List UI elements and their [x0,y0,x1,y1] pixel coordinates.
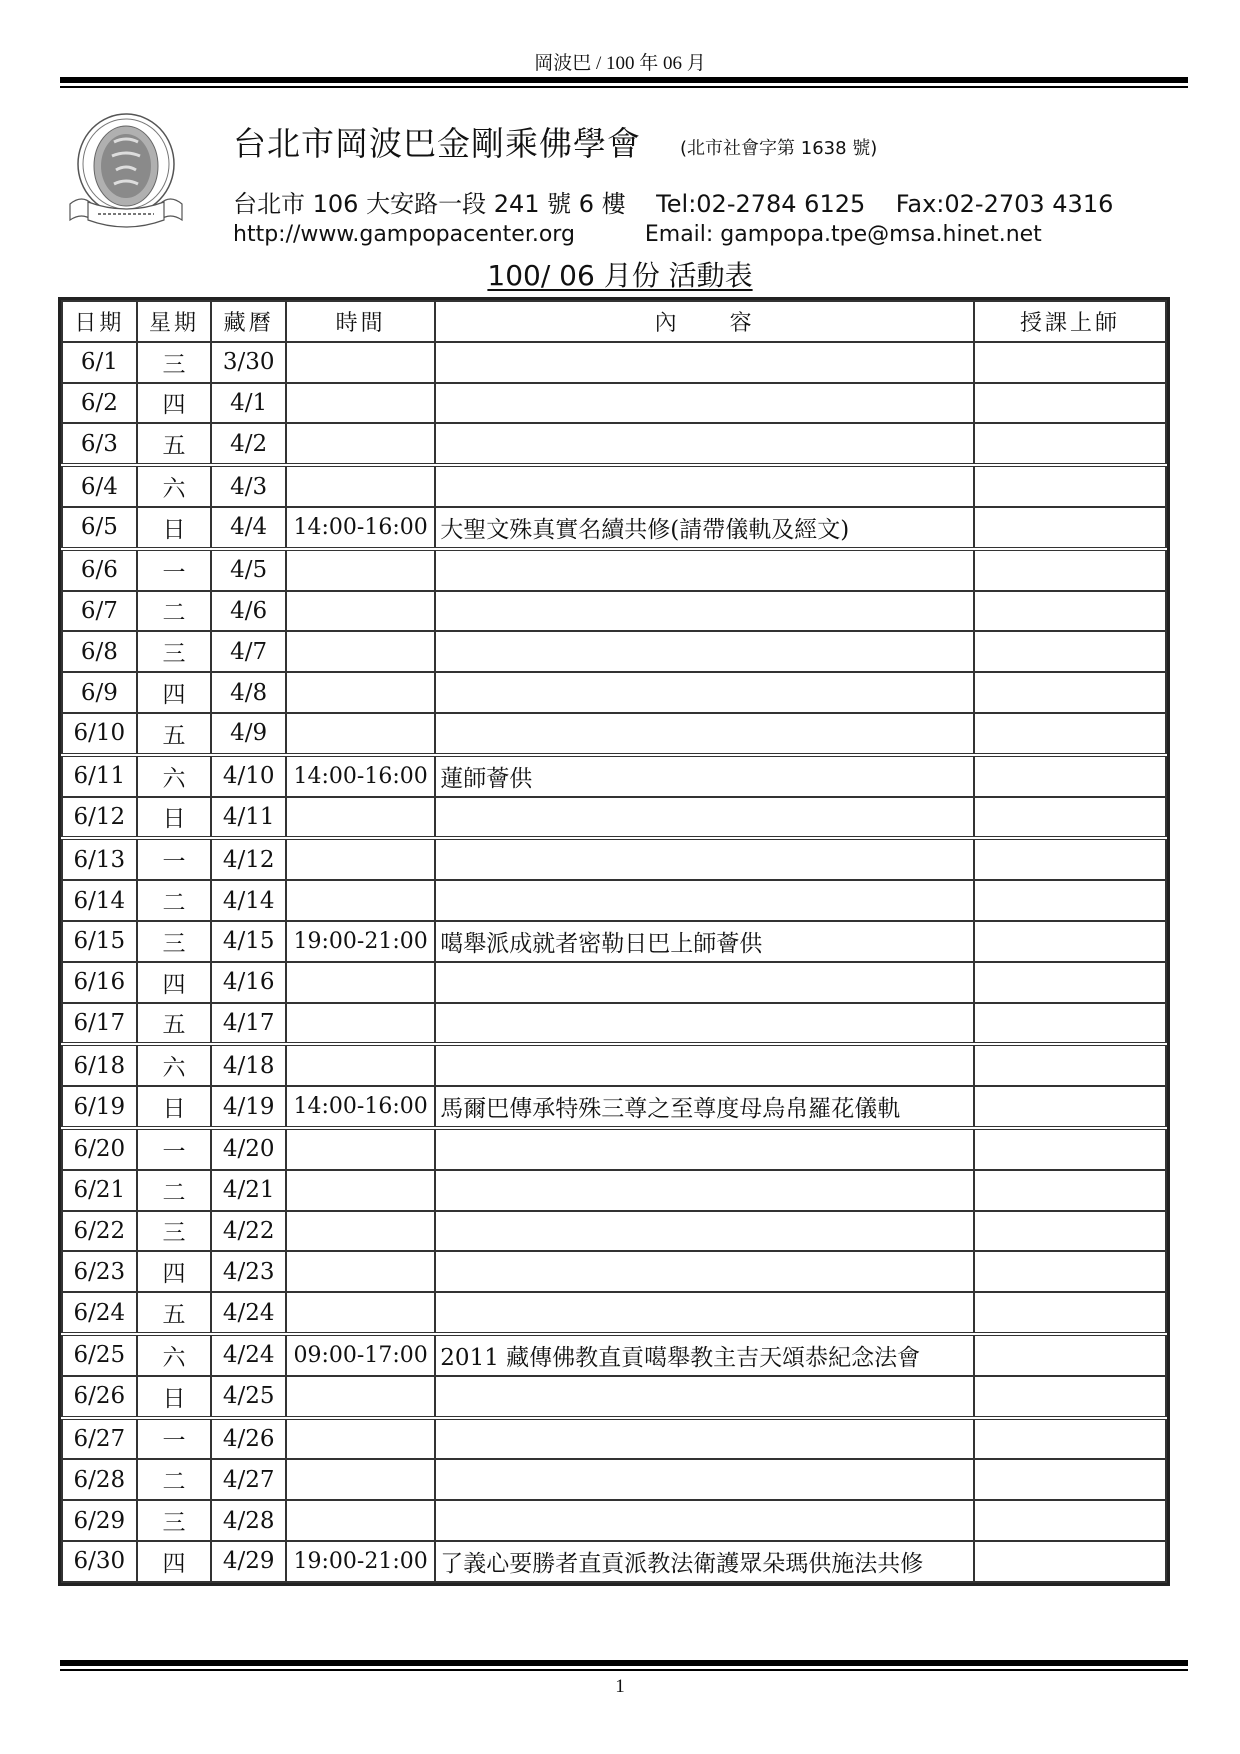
cell-tibetan-date: 4/18 [211,1044,286,1086]
cell-content [435,962,974,1003]
cell-date: 6/3 [62,423,137,465]
cell-teacher [974,549,1166,591]
table-row [62,1376,1166,1418]
cell-weekday: 五 [137,713,212,755]
cell-time [286,1211,435,1252]
cell-weekday: 四 [137,962,212,1003]
schedule-title: 100/ 06 月份 活動表 [487,259,753,292]
cell-tibetan-date: 4/8 [211,672,286,713]
cell-teacher [974,423,1166,465]
cell-content [435,1376,974,1418]
cell-time: 19:00-21:00 [286,921,435,962]
cell-time [286,797,435,839]
cell-weekday: 四 [137,1541,212,1582]
col-header-weekday: 星期 [137,301,212,342]
cell-tibetan-date: 4/17 [211,1003,286,1045]
cell-time [286,1500,435,1541]
cell-content [435,1128,974,1170]
cell-teacher [974,1541,1166,1582]
table-row [62,1128,1166,1170]
cell-tibetan-date: 4/5 [211,549,286,591]
cell-weekday: 日 [137,797,212,839]
cell-time [286,1044,435,1086]
cell-date: 6/28 [62,1459,137,1500]
cell-date: 6/27 [62,1418,137,1460]
footer-rule-thick [60,1660,1188,1666]
cell-time [286,838,435,880]
cell-tibetan-date: 4/25 [211,1376,286,1418]
cell-date: 6/8 [62,631,137,672]
cell-content: 大聖文殊真實名續共修(請帶儀軌及經文) [435,507,974,549]
cell-content [435,383,974,424]
cell-teacher [974,1086,1166,1128]
cell-time: 14:00-16:00 [286,507,435,549]
cell-time [286,549,435,591]
cell-tibetan-date: 4/2 [211,423,286,465]
cell-weekday: 三 [137,921,212,962]
cell-teacher [974,1170,1166,1211]
org-name: 台北市岡波巴金剛乘佛學會 [233,124,641,163]
table-row [62,797,1166,839]
cell-teacher [974,1334,1166,1376]
cell-teacher [974,1376,1166,1418]
cell-weekday: 六 [137,755,212,797]
cell-weekday: 一 [137,1418,212,1460]
cell-weekday: 六 [137,465,212,507]
cell-tibetan-date: 4/23 [211,1251,286,1292]
cell-weekday: 二 [137,880,212,921]
cell-teacher [974,1128,1166,1170]
cell-weekday: 三 [137,631,212,672]
cell-time [286,672,435,713]
cell-time [286,1003,435,1045]
col-header-tibetan-date: 藏曆 [211,301,286,342]
cell-teacher [974,1459,1166,1500]
cell-date: 6/25 [62,1334,137,1376]
table-row [62,1334,1166,1376]
cell-weekday: 三 [137,1500,212,1541]
cell-date: 6/4 [62,465,137,507]
cell-date: 6/11 [62,755,137,797]
cell-date: 6/14 [62,880,137,921]
cell-tibetan-date: 4/16 [211,962,286,1003]
cell-weekday: 三 [137,342,212,383]
cell-tibetan-date: 4/14 [211,880,286,921]
cell-tibetan-date: 4/21 [211,1170,286,1211]
cell-weekday: 三 [137,1211,212,1252]
registration-number: (北市社會字第 1638 號) [680,138,878,159]
table-row [62,631,1166,672]
cell-teacher [974,672,1166,713]
cell-content: 馬爾巴傳承特殊三尊之至尊度母烏帛羅花儀軌 [435,1086,974,1128]
cell-tibetan-date: 4/1 [211,383,286,424]
cell-weekday: 四 [137,1251,212,1292]
schedule-body [62,342,1166,1582]
cell-date: 6/12 [62,797,137,839]
table-row [62,1086,1166,1128]
cell-date: 6/1 [62,342,137,383]
table-row [62,423,1166,465]
cell-date: 6/15 [62,921,137,962]
cell-tibetan-date: 4/6 [211,591,286,632]
cell-teacher [974,880,1166,921]
cell-tibetan-date: 4/24 [211,1334,286,1376]
cell-tibetan-date: 4/9 [211,713,286,755]
cell-date: 6/20 [62,1128,137,1170]
cell-tibetan-date: 4/12 [211,838,286,880]
cell-teacher [974,465,1166,507]
cell-content [435,549,974,591]
table-row [62,591,1166,632]
cell-weekday: 六 [137,1334,212,1376]
table-row [62,880,1166,921]
cell-teacher [974,1211,1166,1252]
cell-time [286,423,435,465]
cell-weekday: 一 [137,549,212,591]
cell-date: 6/29 [62,1500,137,1541]
col-header-date: 日期 [62,301,137,342]
table-row [62,755,1166,797]
cell-teacher [974,713,1166,755]
col-header-teacher: 授課上師 [974,301,1166,342]
cell-teacher [974,383,1166,424]
cell-date: 6/7 [62,591,137,632]
cell-time [286,1292,435,1334]
cell-teacher [974,962,1166,1003]
cell-time [286,342,435,383]
cell-weekday: 一 [137,1128,212,1170]
header-rule-thin [60,86,1188,88]
col-header-time: 時間 [286,301,435,342]
cell-teacher [974,921,1166,962]
table-row [62,1170,1166,1211]
table-header-row [62,301,1166,342]
cell-time [286,1459,435,1500]
cell-tibetan-date: 4/28 [211,1500,286,1541]
cell-date: 6/10 [62,713,137,755]
cell-teacher [974,797,1166,839]
cell-weekday: 日 [137,1086,212,1128]
cell-content: 了義心要勝者直貢派教法衛護眾朵瑪供施法共修 [435,1541,974,1582]
cell-content [435,591,974,632]
table-row [62,1292,1166,1334]
cell-teacher [974,1251,1166,1292]
table-row [62,1459,1166,1500]
table-row [62,465,1166,507]
cell-content [435,672,974,713]
table-row [62,1251,1166,1292]
cell-time: 14:00-16:00 [286,1086,435,1128]
cell-content [435,1292,974,1334]
table-row [62,713,1166,755]
address-contact-line: 台北市 106 大安路一段 241 號 6 樓 Tel:02-2784 6125 Fax:02-2703 4316 [233,190,1114,218]
cell-tibetan-date: 4/27 [211,1459,286,1500]
cell-tibetan-date: 4/20 [211,1128,286,1170]
cell-date: 6/5 [62,507,137,549]
cell-tibetan-date: 4/29 [211,1541,286,1582]
cell-time [286,631,435,672]
col-header-content: 內 容 [435,301,974,342]
cell-date: 6/9 [62,672,137,713]
cell-content [435,1170,974,1211]
cell-time [286,465,435,507]
cell-content: 2011 藏傳佛教直貢噶舉教主吉天頌恭紀念法會 [435,1334,974,1376]
cell-date: 6/24 [62,1292,137,1334]
cell-teacher [974,631,1166,672]
cell-date: 6/30 [62,1541,137,1582]
cell-teacher [974,591,1166,632]
cell-weekday: 一 [137,838,212,880]
cell-tibetan-date: 4/11 [211,797,286,839]
cell-weekday: 六 [137,1044,212,1086]
cell-teacher [974,838,1166,880]
cell-time [286,591,435,632]
cell-date: 6/16 [62,962,137,1003]
cell-content [435,631,974,672]
cell-tibetan-date: 4/4 [211,507,286,549]
cell-content [435,1459,974,1500]
footer-rule-thin [60,1669,1188,1671]
cell-time [286,383,435,424]
cell-date: 6/17 [62,1003,137,1045]
table-row [62,507,1166,549]
cell-teacher [974,1003,1166,1045]
header-rule-thick [60,77,1188,83]
cell-tibetan-date: 4/26 [211,1418,286,1460]
cell-date: 6/22 [62,1211,137,1252]
cell-teacher [974,1044,1166,1086]
cell-time [286,1376,435,1418]
cell-date: 6/2 [62,383,137,424]
cell-teacher [974,507,1166,549]
cell-weekday: 日 [137,1376,212,1418]
cell-content [435,713,974,755]
cell-tibetan-date: 4/3 [211,465,286,507]
website-email-line: http://www.gampopacenter.org Email: gampopa.tpe@msa.hinet.net [233,222,1042,247]
cell-content [435,342,974,383]
cell-time [286,1128,435,1170]
table-row [62,1044,1166,1086]
cell-content [435,797,974,839]
cell-content [435,1418,974,1460]
cell-tibetan-date: 4/10 [211,755,286,797]
cell-time [286,1170,435,1211]
running-head: 岡波巴 / 100 年 06 月 [534,53,706,74]
cell-tibetan-date: 4/15 [211,921,286,962]
table-row [62,1500,1166,1541]
cell-time [286,880,435,921]
cell-content [435,1251,974,1292]
cell-weekday: 二 [137,1170,212,1211]
cell-date: 6/13 [62,838,137,880]
cell-content [435,465,974,507]
cell-date: 6/19 [62,1086,137,1128]
cell-tibetan-date: 4/22 [211,1211,286,1252]
cell-weekday: 五 [137,423,212,465]
table-row [62,383,1166,424]
page-number: 1 [615,1676,625,1697]
cell-content [435,1211,974,1252]
cell-teacher [974,755,1166,797]
gampopa-emblem-icon [62,108,190,236]
cell-time: 14:00-16:00 [286,755,435,797]
table-row [62,1418,1166,1460]
cell-content [435,880,974,921]
cell-weekday: 五 [137,1292,212,1334]
cell-time [286,1418,435,1460]
cell-tibetan-date: 4/24 [211,1292,286,1334]
cell-tibetan-date: 4/7 [211,631,286,672]
cell-content: 蓮師薈供 [435,755,974,797]
table-row [62,672,1166,713]
table-row [62,962,1166,1003]
table-row [62,1211,1166,1252]
table-row [62,838,1166,880]
cell-teacher [974,1292,1166,1334]
cell-content [435,423,974,465]
cell-tibetan-date: 4/19 [211,1086,286,1128]
cell-weekday: 二 [137,591,212,632]
cell-time [286,962,435,1003]
cell-content [435,1003,974,1045]
cell-time: 09:00-17:00 [286,1334,435,1376]
cell-weekday: 日 [137,507,212,549]
cell-content [435,838,974,880]
cell-weekday: 五 [137,1003,212,1045]
cell-date: 6/6 [62,549,137,591]
table-row [62,1541,1166,1582]
cell-date: 6/21 [62,1170,137,1211]
cell-weekday: 四 [137,672,212,713]
table-row [62,1003,1166,1045]
schedule-table [58,297,1170,1586]
cell-time: 19:00-21:00 [286,1541,435,1582]
cell-teacher [974,1418,1166,1460]
cell-weekday: 四 [137,383,212,424]
cell-time [286,1251,435,1292]
cell-date: 6/23 [62,1251,137,1292]
cell-teacher [974,342,1166,383]
cell-date: 6/26 [62,1376,137,1418]
cell-tibetan-date: 3/30 [211,342,286,383]
table-row [62,342,1166,383]
cell-content: 噶舉派成就者密勒日巴上師薈供 [435,921,974,962]
cell-date: 6/18 [62,1044,137,1086]
table-row [62,549,1166,591]
cell-content [435,1044,974,1086]
cell-content [435,1500,974,1541]
cell-teacher [974,1500,1166,1541]
cell-time [286,713,435,755]
table-row [62,921,1166,962]
cell-weekday: 二 [137,1459,212,1500]
